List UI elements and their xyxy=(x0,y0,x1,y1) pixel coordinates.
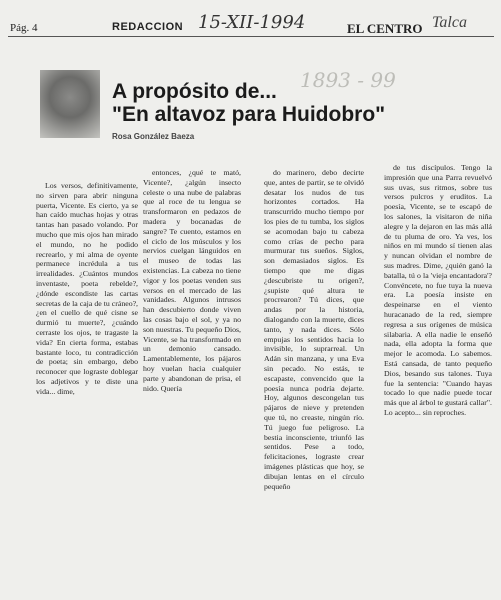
article-column-3 xyxy=(264,168,364,491)
page-header xyxy=(0,0,501,40)
handwritten-note: Talca xyxy=(432,14,467,31)
column-text: do marinero, debo decirte que, antes de partir, se te olvidó desatar los nudos de tus horizontes cortados. Ha transcurrido mucho tiempo por los pies de tu tumba, los siglos se acomodan bajo tu cabeza como crías de pecho para murmurar tus sueños. Siglos, son demasiados siglos. Es tiempo que me digas ¿descubriste tu origen?, ¿supiste qué altura te procrearon? Tú dices, que andas por la historia, dialogando con la muerte, dices tanto, y nada dices. Sólo empujas los sentidos hacia lo invisible, lo suprarreal. Un Adán sin manzana, y una Eva sin pecado. No estás, te escapaste, convencido que la poesía nunca podría dejarte. Hoy, algunos descongelan tus pájaros de nieve y pretenden que tú, no creaste, ningún río. Tú juego fue peligroso. La bestia inconsciente, triunfó las sentidos. Pese a todo, felicitaciones, lograste crear imágenes plásticas que hoy, se dibujan lentas en el círculo pequeño xyxy=(264,168,364,491)
title-line-2: "En altavoz para Huidobro" xyxy=(112,103,386,126)
handwritten-date: 15-XII-1994 xyxy=(198,12,306,33)
author-byline: Rosa González Baeza xyxy=(112,132,195,141)
author-photo xyxy=(40,70,100,138)
page-number: Pág. 4 xyxy=(10,22,38,34)
column-text: de tus discípulos. Tengo la impresión que una Parra revuelvó sus uvas, sus ritmos, sobre tus versos pulcros y eruditos. La poesía, Vicente, se te escapó de los salones, la visitaron de niña alegre y la dejaron en las más allá de tu pluma de oro. Ya ves, los niños en mi mundo sí tienen alas y nuncan olvidan el nombre de sus madres. Dime, ¿quién ganó la batalla, tú o la 'vieja encantadora'? Convéncete, no fue tuya la nueva era. La poesía insiste en despeinarse en el viento huracanado de la red, siempre regresa a sus orígenes de música silabaria. A ella nadie le enseñó nada, ella adopta la forma que mejor le acomoda. Lo sabemos. Está cansada, de tanto pequeño Dios, besando sus talones. Tuya fue la sentencia: "Cuando hayas tocado lo que nadie puede tocar más que al árbol te gustará callar". Lo acepto... sin reproches. xyxy=(384,163,492,417)
title-line-1: A propósito de... xyxy=(112,80,277,103)
column-text: entonces, ¿qué te mató, Vicente?, ¿algún insecto celeste o una nube de palabras que al roce de tu lengua se transformaron en pedazos de madera y bocanadas de sangre? Te cuento, estamos en el ciclo de los músculos y los nervios cuelgan lánguidos en el museo de todas las existencias. La cabeza no tiene vigor y los poetas venden sus versos en el mercado de las vanidades. Algunos intrusos han descubierto donde viven las cosas bajo el sol, y ya no son nuestras. Tu pequeño Dios, Vicente, se ha transformado en un demonio cansado. Lamentablemente, los pájaros hoy vuelan hacia cualquier parte y abandonan de prisa, el nido. Quería xyxy=(143,168,241,393)
article-column-2 xyxy=(143,168,241,393)
article-column-4 xyxy=(384,163,492,418)
newspaper-name: EL CENTRO xyxy=(347,21,423,36)
article-column-1 xyxy=(36,181,138,397)
column-text: Los versos, definitivamente, no sirven para abrir ninguna puerta, Vicente. Es cierto, ya se han caído muchas hojas y otras tantas han pasado volando. Por mucho que mis ojos han mirado el mundo, no he podido recrearlo, y mi alma de oyente permanece incrédula a tus irrealidades. ¿Cuántos mundos inventaste, poeta rebelde?, ¿dónde escondiste las cartas secretas de la caja de tu cráneo?, ¿en el cuello de qué cisne se durmió tu muerte?, ¿cuándo cerraste los ojos, te tragaste la vida? En cierta forma, estabas bastante loco, tu contradicción de poeta; sin embargo, debo reconocer que lograste doblegar los adjetivos y te diste una vida... dime, xyxy=(36,181,138,396)
header-divider xyxy=(8,36,494,37)
faded-handwritten-annotation: 1893 - 99 xyxy=(300,68,396,92)
section-name: REDACCION xyxy=(112,21,184,33)
article-title xyxy=(112,80,385,126)
